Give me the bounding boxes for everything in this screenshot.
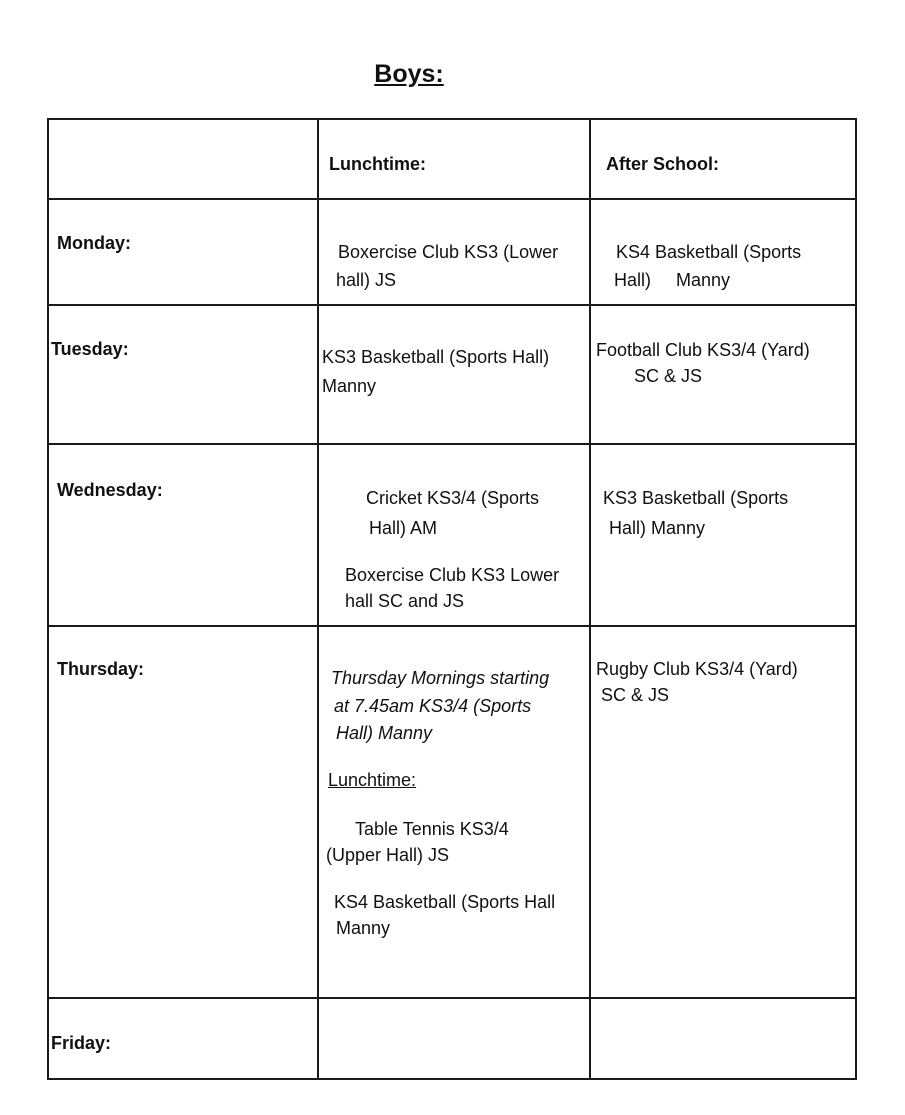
thursday-lunch-line: Thursday Mornings starting <box>331 668 550 688</box>
row-divider <box>47 198 857 200</box>
table-border-left <box>47 118 49 1080</box>
table-border-bottom <box>47 1078 857 1080</box>
thursday-lunch-line: Hall) Manny <box>336 723 433 743</box>
tuesday-lunch-line: Manny <box>322 376 377 396</box>
monday-after-line: KS4 Basketball (Sports <box>616 242 802 262</box>
wednesday-lunch-line: Hall) AM <box>369 518 438 538</box>
day-label-monday: Monday: <box>57 233 131 253</box>
thursday-lunch-line: at 7.45am KS3/4 (Sports <box>334 696 532 716</box>
monday-lunch-line: hall) JS <box>336 270 397 290</box>
page-title: Boys: <box>374 60 444 88</box>
wednesday-lunch-line: Boxercise Club KS3 Lower <box>345 565 560 585</box>
tuesday-after-line: SC & JS <box>634 366 703 386</box>
row-divider <box>47 997 857 999</box>
column-divider <box>317 118 319 1080</box>
day-label-tuesday: Tuesday: <box>51 339 129 359</box>
thursday-lunch-line: Table Tennis KS3/4 <box>355 819 509 839</box>
row-divider <box>47 443 857 445</box>
day-label-thursday: Thursday: <box>57 659 145 679</box>
wednesday-lunch-line: hall SC and JS <box>345 591 465 611</box>
header-lunchtime: Lunchtime: <box>329 154 426 174</box>
day-label-friday: Friday: <box>51 1033 112 1053</box>
wednesday-after-line: KS3 Basketball (Sports <box>603 488 789 508</box>
day-label-wednesday: Wednesday: <box>57 480 163 500</box>
thursday-lunchtime-subheading: Lunchtime: <box>328 770 417 790</box>
thursday-after-line: Rugby Club KS3/4 (Yard) <box>596 659 798 679</box>
column-divider <box>589 118 591 1080</box>
tuesday-after-line: Football Club KS3/4 (Yard) <box>596 340 810 360</box>
monday-after-line: Hall) Manny <box>614 270 731 290</box>
thursday-lunch-line: (Upper Hall) JS <box>326 845 450 865</box>
row-divider <box>47 304 857 306</box>
thursday-lunch-line: Manny <box>336 918 391 938</box>
monday-lunch-line: Boxercise Club KS3 (Lower <box>338 242 559 262</box>
thursday-after-line: SC & JS <box>601 685 670 705</box>
header-after-school: After School: <box>606 154 720 174</box>
wednesday-lunch-line: Cricket KS3/4 (Sports <box>366 488 540 508</box>
thursday-lunch-line: KS4 Basketball (Sports Hall <box>334 892 556 912</box>
tuesday-lunch-line: KS3 Basketball (Sports Hall) <box>322 347 550 367</box>
wednesday-after-line: Hall) Manny <box>609 518 706 538</box>
row-divider <box>47 625 857 627</box>
table-border-right <box>855 118 857 1080</box>
table-border-top <box>47 118 857 120</box>
